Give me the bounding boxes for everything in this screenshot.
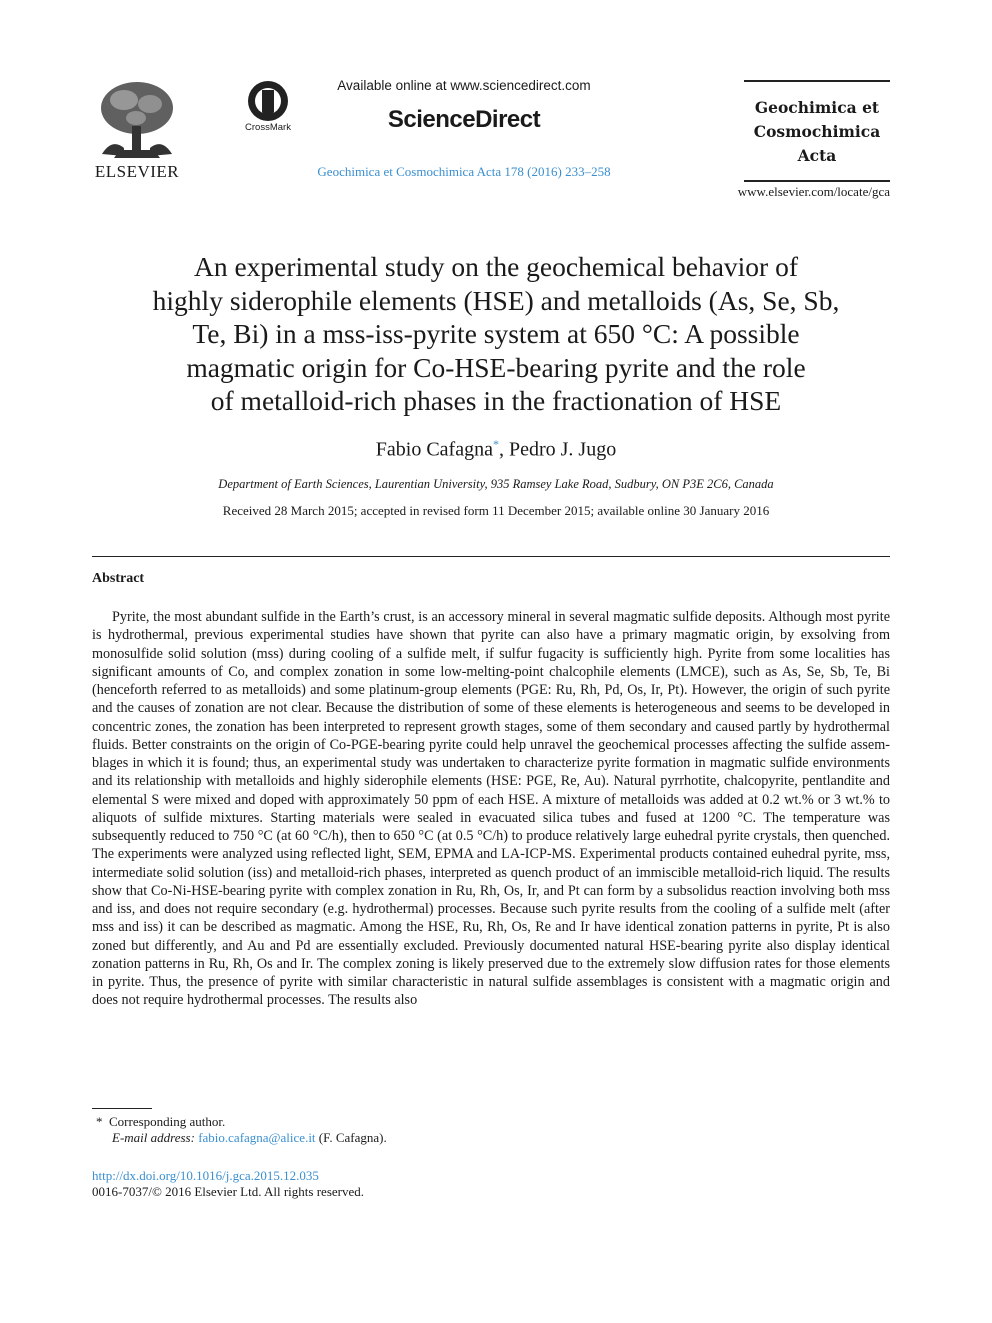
journal-title-line: Cosmochimica [753,122,881,141]
doi-link[interactable]: http://dx.doi.org/10.1016/j.gca.2015.12.035 [92,1168,319,1183]
journal-url[interactable]: www.elsevier.com/locate/gca [737,184,890,199]
elsevier-tree-icon [94,78,180,160]
sciencedirect-logo[interactable]: ScienceDirect [387,106,541,133]
footnote-mark: * [96,1114,103,1129]
email-link[interactable]: fabio.cafagna@alice.it [198,1130,316,1145]
elsevier-logo[interactable] [88,78,186,182]
crossmark-icon [236,80,300,122]
abstract-heading: Abstract [92,571,145,586]
corresponding-label: Corresponding author. [109,1114,226,1129]
section-divider [92,556,890,557]
article-title [90,250,902,418]
crossmark-label: CrossMark [245,122,291,133]
journal-title [744,96,890,168]
corresponding-author-mark[interactable]: * [492,437,499,451]
crossmark-badge[interactable] [236,80,300,140]
title-line: Te, Bi) in a mss-iss-pyrite system at 650 °C: A possible [192,318,800,349]
author-name[interactable]: Fabio Cafagna [375,438,493,461]
email-owner: (F. Cafagna). [318,1130,387,1145]
journal-title-box [744,80,890,182]
copyright-notice: 0016-7037/© 2016 Elsevier Ltd. All rights reserved. [92,1184,364,1199]
title-line: highly siderophile elements (HSE) and metalloids (As, Se, Sb, [152,284,840,316]
title-line: An experimental study on the geochemical behavior of [193,251,799,282]
article-dates: Received 28 March 2015; accepted in revised form 11 December 2015; available online 30 January 2016 [222,503,770,518]
journal-title-line: Geochimica et [754,98,880,117]
journal-title-line: Acta [797,146,837,165]
affiliation: Department of Earth Sciences, Laurentian University, 935 Ramsey Lake Road, Sudbury, ON P3E 2C6, Canada [218,477,774,491]
footnote-corresponding [96,1114,225,1130]
author-name[interactable]: Pedro J. Jugo [508,438,617,461]
title-line: magmatic origin for Co-HSE-bearing pyrite and the role [186,351,806,383]
footnote-email [112,1130,387,1146]
email-label: E-mail address: [112,1130,195,1145]
author-separator: , [498,438,509,461]
author-list [90,437,902,462]
abstract-text: Pyrite, the most abundant sulfide in the Earth’s crust, is an accessory mineral in several magmatic sulfide deposits. Although most pyrite is hydrothermal, previous experimental studies have shown that pyrite can also have a primary magmatic origin, by exsolving from monosulfide solid solution (mss) during cooling of a sulfide melt, if sulfur fugacity is sufficiently high. Pyrite from some localities has significant amounts of Co, and complex zonation in some low-melting-point chalcophile elements (LMCE), such as As, Se, Sb, Te, Bi (henceforth referred to as metalloids) and some platinum-group elements (PGE: Ru, Rh, Pd, Os, Ir, Pt). However, the origin of such pyrite and the causes of zonation are not clear. Because the distribution of some of these elements is heterogeneous and seems to be developed in concentric zones, the zonation has been interpreted to represent growth stages, some of them secondary and caused partly by hydrothermal fluids. Better constraints on the origin of Co-PGE-bearing pyrite could help unravel the geochemical processes affecting the sulfide assemblages in which it is found; thus, an experimental study was undertaken to characterize pyrite formation in magmatic sulfide environments and its relationship with metalloids and highly siderophile elements (HSE: PGE, Re, Au). Natural pyrrhotite, chalcopyrite, pentlandite and elemental S were mixed and doped with approximately 50 ppm of each HSE. A mixture of metalloids was added at 0.2 wt.% or 3 wt.% to aliquots of sulfide mixtures. Starting materials were sealed in evacuated silica tubes and fused at 1200 °C. The temperature was subsequently reduced to 750 °C (at 60 °C/h), then to 650 °C (at 0.5 °C/h) to produce relatively large euhedral pyrite crystals, then quenched. The experiments were analyzed using reflected light, SEM, EPMA and LA-ICP-MS. Experimental products contained euhedral pyrite, mss, intermediate solid solution (iss) and metalloid-rich phases, interpreted as quench product of an immiscible metalloid-rich liquid. The results show that Co-Ni-HSE-bearing pyrite with complex zonation in Ru, Rh, Os, Ir, and Pt can form by a subsolidus reaction involving both mss and iss, and does not require secondary (e.g. hydrothermal) processes. Because such pyrite results from the cooling of a sulfide melt (after mss and iss) it can be described as magmatic. Among the HSE, Ru, Rh, Os, Re and Ir have identical zonation patterns in pyrite, Pt is also zoned but differently, and Au and Pd are essentially excluded. Previously documented natural HSE-bearing pyrite also display identical zonation patterns in Ru, Rh, Os and Ir. The complex zoning is likely preserved due to the extremely slow diffusion rates for those elements in pyrite. Thus, the presence of pyrite with similar characteristic in natural sulfide assemblages is consistent with a magmatic origin and does not require hydrothermal processes. The results also [92,609,890,1009]
publisher-name: ELSEVIER [94,162,180,181]
available-online: Available online at www.sciencedirect.com [337,78,591,93]
footnote-divider [92,1108,152,1109]
title-line: of metalloid-rich phases in the fractionation of HSE [210,385,782,416]
journal-citation[interactable]: Geochimica et Cosmochimica Acta 178 (2016) 233–258 [317,164,611,179]
